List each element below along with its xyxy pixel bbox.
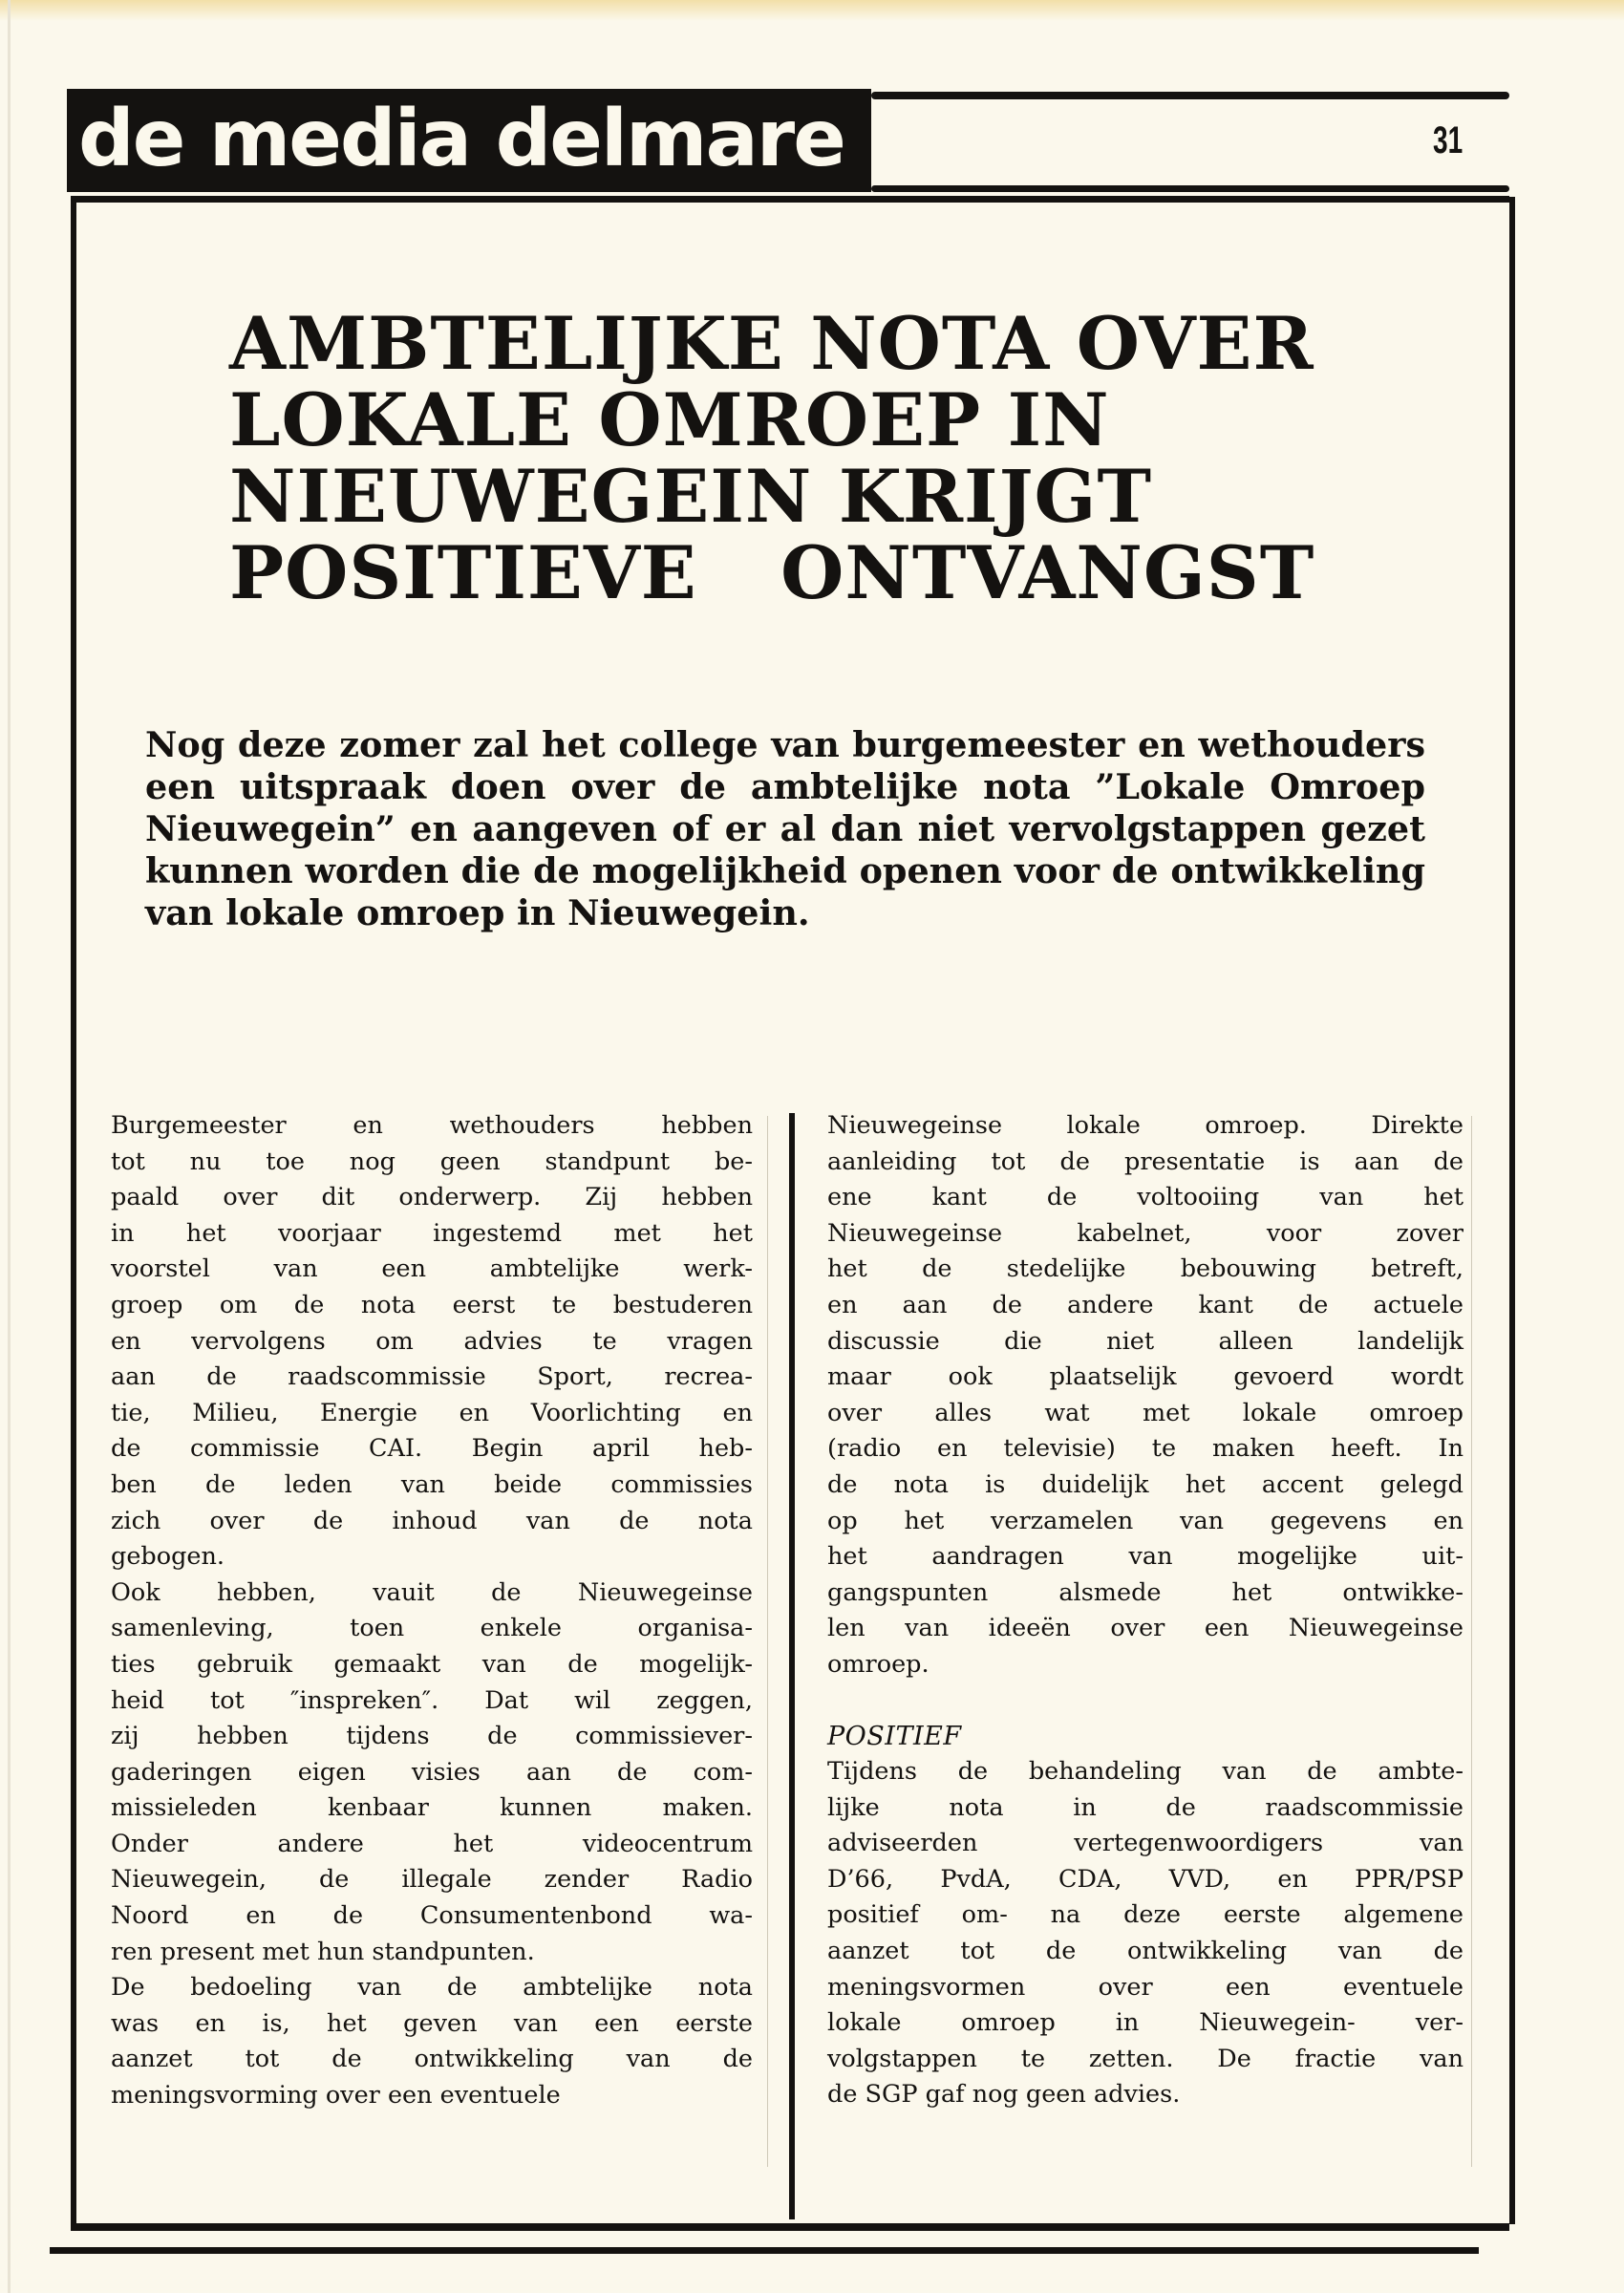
body-line: tie, Milieu, Energie en Voorlichting en — [111, 1398, 753, 1427]
body-line: de SGP gaf nog geen advies. — [827, 2080, 1181, 2110]
body-line: (radio en televisie) te maken heeft. In — [827, 1434, 1464, 1464]
body-line: Tijdens de behandeling van de ambte- — [827, 1757, 1464, 1787]
masthead-title: de media delmare — [78, 94, 844, 184]
body-line: ren present met hun standpunten. — [111, 1937, 535, 1966]
body-line: was en is, het geven van een eerste — [111, 2008, 753, 2038]
body-line: ene kant de voltooiing van het — [827, 1183, 1464, 1212]
body-line: heid tot ″inspreken″. Dat wil zeggen, — [111, 1685, 753, 1715]
body-line: maar ook plaatselijk gevoerd wordt — [827, 1362, 1464, 1392]
body-line: gangspunten alsmede het ontwikke- — [827, 1577, 1464, 1607]
frame-double-rule — [50, 2247, 1479, 2254]
body-line: de nota is duidelijk het accent gelegd — [827, 1469, 1464, 1499]
page-number: 31 — [1433, 119, 1464, 161]
body-line: en aan de andere kant de actuele — [827, 1290, 1464, 1319]
frame-bottom-rule — [71, 2223, 1509, 2231]
body-line: gebogen. — [111, 1542, 225, 1572]
column-divider — [789, 1113, 795, 2219]
body-line: missieleden kenbaar kunnen maken. — [111, 1793, 753, 1823]
masthead-top-rule — [871, 92, 1509, 99]
paper-stain — [0, 0, 1624, 21]
body-line: het aandragen van mogelijke uit- — [827, 1542, 1464, 1572]
headline — [229, 301, 1433, 615]
headline-line: LOKALE OMROEP IN — [229, 377, 1110, 462]
body-line: op het verzamelen van gegevens en — [827, 1506, 1464, 1535]
body-line: positief om- na deze eerste algemene — [827, 1900, 1464, 1930]
body-column-right — [827, 1108, 1464, 2113]
body-line: de commissie CAI. Begin april heb- — [111, 1434, 753, 1464]
body-line: zij hebben tijdens de commissiever- — [111, 1722, 753, 1751]
body-line: ties gebruik gemaakt van de mogelijk- — [111, 1649, 753, 1679]
body-line: zich over de inhoud van de nota — [111, 1506, 753, 1535]
body-column-left — [111, 1108, 753, 2114]
body-line: Nieuwegeinse kabelnet, voor zover — [827, 1218, 1464, 1248]
body-line: volgstappen te zetten. De fractie van — [827, 2044, 1464, 2073]
body-line: D’66, PvdA, CDA, VVD, en PPR/PSP — [827, 1864, 1464, 1894]
lead-paragraph: Nog deze zomer zal het college van burgemeester en wethouders een uitspraak doen over de ambtelijke nota ”Lokale Omroep Nieuwegein” en aangeven of er al dan niet vervolgstappen gezet kunnen worden die de mogelijkheid openen voor de ontwikkeling van lokale omroep in Nieuwegein. — [145, 724, 1425, 933]
body-line: Onder andere het videocentrum — [111, 1829, 753, 1858]
body-line: Burgemeester en wethouders hebben — [111, 1111, 753, 1140]
body-line: meningsvorming over een eventuele — [111, 2081, 561, 2111]
body-line: samenleving, toen enkele organisa- — [111, 1614, 753, 1643]
body-line: aanzet tot de ontwikkeling van de — [827, 1937, 1464, 1966]
body-line: lokale omroep in Nieuwegein- ver- — [827, 2008, 1464, 2038]
headline-line: AMBTELIJKE NOTA OVER — [229, 301, 1314, 386]
body-line: tot nu toe nog geen standpunt be- — [111, 1146, 753, 1176]
body-line: Noord en de Consumentenbond wa- — [111, 1901, 753, 1931]
column-faint-rule — [1471, 1116, 1472, 2167]
body-line: ben de leden van beide commissies — [111, 1469, 753, 1499]
body-line: Nieuwegeinse lokale omroep. Direkte — [827, 1111, 1464, 1140]
body-line: Nieuwegein, de illegale zender Radio — [111, 1865, 753, 1895]
body-line: omroep. — [827, 1649, 930, 1679]
section-subhead: POSITIEF — [827, 1721, 962, 1751]
body-line: paald over dit onderwerp. Zij hebben — [111, 1183, 753, 1212]
body-line: De bedoeling van de ambtelijke nota — [111, 1973, 753, 2003]
body-line: over alles wat met lokale omroep — [827, 1398, 1464, 1427]
column-faint-rule — [767, 1116, 768, 2167]
body-line: discussie die niet alleen landelijk — [827, 1326, 1464, 1356]
body-line: lijke nota in de raadscommissie — [827, 1792, 1464, 1822]
body-line: len van ideeën over een Nieuwegeinse — [827, 1614, 1464, 1643]
body-line: aanleiding tot de presentatie is aan de — [827, 1146, 1464, 1176]
body-line: voorstel van een ambtelijke werk- — [111, 1254, 753, 1284]
body-line: aanzet tot de ontwikkeling van de — [111, 2045, 753, 2074]
body-line: gaderingen eigen visies aan de com- — [111, 1757, 753, 1787]
body-line: in het voorjaar ingestemd met het — [111, 1218, 753, 1248]
masthead-bottom-rule — [871, 185, 1509, 192]
body-line: adviseerden vertegenwoordigers van — [827, 1829, 1464, 1858]
body-line: meningsvormen over een eventuele — [827, 1972, 1464, 2002]
page-edge — [8, 0, 11, 2293]
body-line: en vervolgens om advies te vragen — [111, 1326, 753, 1356]
headline-line: POSITIEVE ONTVANGST — [229, 530, 1315, 615]
body-line: aan de raadscommissie Sport, recrea- — [111, 1362, 753, 1392]
body-line: groep om de nota eerst te bestuderen — [111, 1290, 753, 1319]
body-line: Ook hebben, vauit de Nieuwegeinse — [111, 1577, 753, 1607]
headline-line: NIEUWEGEIN KRIJGT — [229, 454, 1152, 539]
body-line: het de stedelijke bebouwing betreft, — [827, 1254, 1464, 1284]
